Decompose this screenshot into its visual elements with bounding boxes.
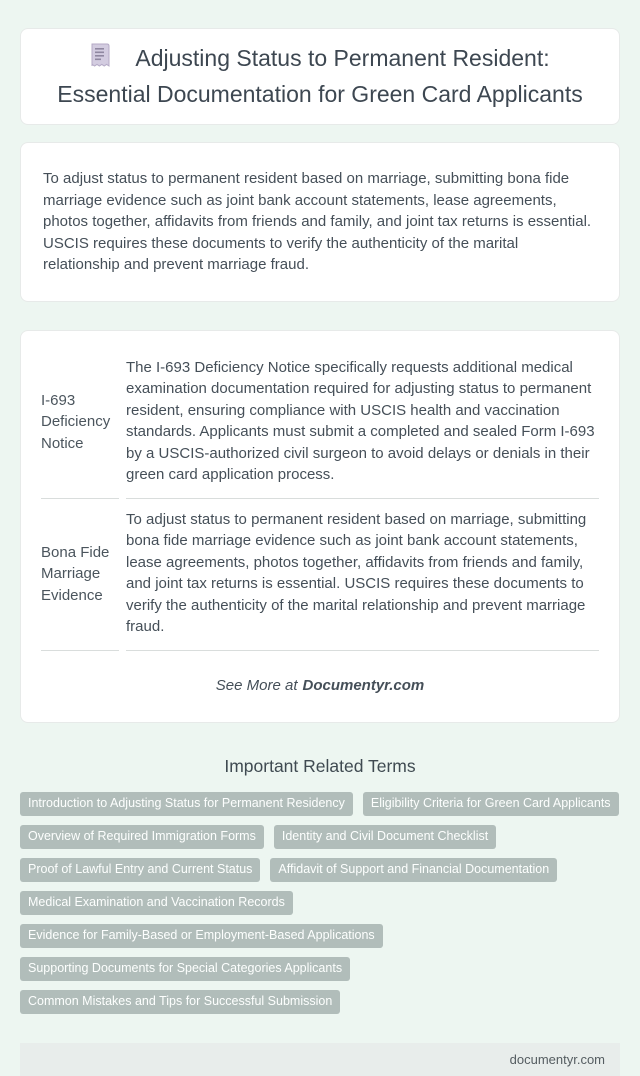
related-term-pill[interactable]: Evidence for Family-Based or Employment-Based Applications xyxy=(20,924,383,948)
term-description: The I-693 Deficiency Notice specifically requests additional medical examination documentation required for adjusting status to permanent resident, ensuring compliance with USCIS health and vaccination standards. Applicants must submit a completed and sealed Form I-693 by a USCIS-authorized civil surgeon to avoid delays or denials in their green card application process. xyxy=(126,347,599,499)
term-description: To adjust status to permanent resident based on marriage, submitting bona fide marriage evidence such as joint bank account statements, lease agreements, photos together, affidavits from friends and family, and joint tax returns is essential. USCIS requires these documents to verify the authenticity of the marital relationship and prevent marriage fraud. xyxy=(126,499,599,651)
see-more-brand: Documentyr.com xyxy=(302,676,425,694)
related-terms-list xyxy=(20,792,620,1014)
terms-table xyxy=(34,347,606,651)
related-term-pill[interactable]: Identity and Civil Document Checklist xyxy=(274,825,496,849)
header-card xyxy=(20,28,620,125)
related-term-pill[interactable]: Proof of Lawful Entry and Current Status xyxy=(20,858,260,882)
related-term-pill[interactable]: Medical Examination and Vaccination Records xyxy=(20,891,293,915)
related-term-pill[interactable]: Common Mistakes and Tips for Successful Submission xyxy=(20,990,340,1014)
term-label: Bona Fide Marriage Evidence xyxy=(41,499,119,651)
term-label: I-693 Deficiency Notice xyxy=(41,347,119,499)
related-term-pill[interactable]: Affidavit of Support and Financial Documentation xyxy=(270,858,557,882)
terms-table-card xyxy=(20,330,620,723)
footer-site-link[interactable]: documentyr.com xyxy=(509,1051,605,1067)
intro-card xyxy=(20,142,620,302)
page xyxy=(0,28,640,1067)
page-title xyxy=(43,42,597,111)
table-row xyxy=(41,347,599,499)
footer-bar xyxy=(20,1043,620,1076)
related-term-pill[interactable]: Overview of Required Immigration Forms xyxy=(20,825,264,849)
page-title-text: Adjusting Status to Permanent Resident: Essential Documentation for Green Card Applicants xyxy=(57,45,583,107)
intro-text: To adjust status to permanent resident based on marriage, submitting bona fide marriage evidence such as joint bank account statements, lease agreements, photos together, affidavits from friends and family, and joint tax returns is essential. USCIS requires these documents to verify the authenticity of the marital relationship and prevent marriage fraud. xyxy=(43,170,592,273)
see-more-line xyxy=(41,677,599,694)
related-terms-heading: Important Related Terms xyxy=(224,755,416,776)
receipt-icon xyxy=(90,43,111,78)
related-term-pill[interactable]: Introduction to Adjusting Status for Permanent Residency xyxy=(20,792,353,816)
see-more-prefix: See More at xyxy=(215,676,298,694)
table-row xyxy=(41,499,599,651)
related-term-pill[interactable]: Supporting Documents for Special Categories Applicants xyxy=(20,957,350,981)
related-term-pill[interactable]: Eligibility Criteria for Green Card Applicants xyxy=(363,792,619,816)
